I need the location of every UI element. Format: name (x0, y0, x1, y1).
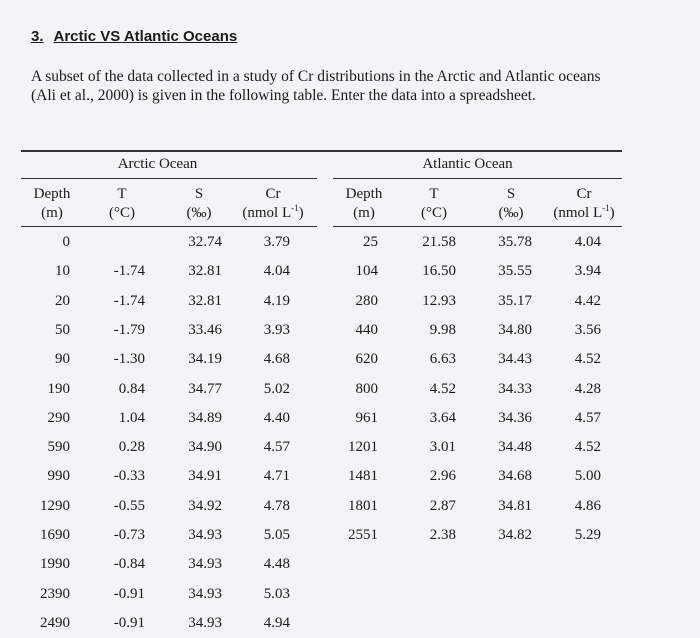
arctic-cell-cr: 4.78 (263, 497, 290, 514)
atlantic-cell-cr: 4.28 (574, 380, 601, 397)
arctic-cell-t: -0.91 (113, 614, 145, 631)
arctic-cell-s: 34.90 (188, 439, 222, 456)
cr-unit-superscript: -1 (602, 203, 610, 213)
arctic-cell-cr: 4.04 (263, 263, 290, 280)
arctic-cell-cr: 4.19 (263, 292, 290, 309)
arctic-header-depth-unit: (m) (41, 205, 63, 221)
cr-unit-text: (nmol L (553, 205, 603, 221)
arctic-cell-s: 34.93 (188, 614, 222, 631)
arctic-cell-s: 32.81 (188, 292, 222, 309)
atlantic-header-depth: Depth (345, 186, 383, 202)
arctic-cell-s: 34.93 (188, 585, 222, 602)
atlantic-cell-cr: 5.00 (574, 468, 601, 485)
cr-unit-close: ) (609, 205, 615, 221)
atlantic-cell-cr: 5.29 (574, 527, 601, 543)
atlantic-cell-t: 2.96 (429, 468, 456, 485)
atlantic-cell-depth: 1201 (348, 439, 378, 456)
atlantic-cell-depth: 104 (355, 263, 378, 280)
question-title: Arctic VS Atlantic Oceans (53, 28, 238, 45)
atlantic-cell-t: 4.52 (429, 380, 456, 397)
arctic-cell-depth: 1290 (40, 497, 70, 514)
question-number: 3. (31, 28, 44, 45)
arctic-cell-t: -0.84 (113, 556, 145, 573)
arctic-header-rule (21, 226, 317, 227)
atlantic-cell-s: 35.17 (498, 292, 532, 309)
cr-unit-close: ) (298, 205, 304, 221)
arctic-cell-depth: 50 (55, 321, 70, 338)
arctic-header-cr-unit (228, 204, 318, 222)
atlantic-cell-s: 34.36 (498, 409, 532, 426)
atlantic-header-t-unit: (°C) (421, 205, 447, 221)
arctic-cell-cr: 4.48 (263, 556, 290, 573)
arctic-cell-depth: 90 (55, 351, 70, 368)
arctic-cell-s: 34.93 (188, 556, 222, 573)
arctic-cell-s: 34.19 (188, 351, 222, 368)
atlantic-cell-depth: 800 (355, 380, 378, 397)
arctic-cell-depth: 1990 (40, 556, 70, 573)
arctic-cell-s: 34.91 (188, 468, 222, 485)
atlantic-cell-depth: 1801 (348, 497, 378, 514)
atlantic-cell-depth: 2551 (348, 527, 378, 543)
atlantic-cell-s: 34.80 (498, 321, 532, 338)
atlantic-cell-s: 34.48 (498, 439, 532, 456)
arctic-cell-cr: 4.57 (263, 439, 290, 456)
atlantic-cell-depth: 25 (363, 234, 378, 250)
atlantic-cell-t: 3.64 (429, 409, 456, 426)
atlantic-header-s-unit: (‰) (498, 205, 524, 221)
atlantic-cell-cr: 3.56 (574, 321, 601, 338)
atlantic-cell-depth: 1481 (348, 468, 378, 485)
atlantic-cell-depth: 961 (355, 409, 378, 426)
question-intro (31, 67, 681, 105)
atlantic-cell-cr: 4.04 (574, 234, 601, 250)
atlantic-cell-t: 16.50 (422, 263, 456, 280)
atlantic-cell-depth: 620 (355, 351, 378, 368)
atlantic-cell-t: 3.01 (429, 439, 456, 456)
atlantic-cell-s: 34.68 (498, 468, 532, 485)
atlantic-group-rule (333, 178, 622, 179)
arctic-header-s: S (194, 186, 204, 202)
arctic-cell-s: 34.77 (188, 380, 222, 397)
arctic-cell-depth: 290 (47, 409, 70, 426)
arctic-group-rule (21, 178, 317, 179)
atlantic-header-cr: Cr (576, 186, 592, 202)
arctic-header-t-unit: (°C) (109, 205, 135, 221)
atlantic-cell-t: 2.87 (429, 497, 456, 514)
atlantic-cell-depth: 440 (355, 321, 378, 338)
arctic-cell-t: 0.84 (118, 380, 145, 397)
arctic-cell-s: 33.46 (188, 321, 222, 338)
arctic-cell-cr: 5.03 (263, 585, 290, 602)
arctic-cell-t: -0.55 (113, 497, 145, 514)
atlantic-cell-t: 12.93 (422, 292, 456, 309)
arctic-cell-t: 0.28 (118, 439, 145, 456)
atlantic-cell-cr: 3.94 (574, 263, 601, 280)
question-heading (31, 28, 237, 45)
table-top-rule (21, 150, 622, 152)
arctic-cell-cr: 5.02 (263, 380, 290, 397)
arctic-cell-depth: 990 (47, 468, 70, 485)
arctic-group-title: Arctic Ocean (117, 156, 198, 172)
cr-unit-superscript: -1 (291, 203, 299, 213)
atlantic-cell-cr: 4.52 (574, 439, 601, 456)
atlantic-cell-cr: 4.42 (574, 292, 601, 309)
arctic-cell-cr: 3.79 (263, 234, 290, 250)
cr-unit-text: (nmol L (242, 205, 292, 221)
arctic-cell-depth: 2390 (40, 585, 70, 602)
atlantic-cell-s: 34.81 (498, 497, 532, 514)
atlantic-cell-cr: 4.57 (574, 409, 601, 426)
atlantic-cell-cr: 4.86 (574, 497, 601, 514)
arctic-cell-t: -0.91 (113, 585, 145, 602)
atlantic-cell-t: 2.38 (429, 527, 456, 543)
atlantic-header-cr-unit (539, 204, 629, 222)
arctic-cell-depth: 190 (47, 380, 70, 397)
arctic-cell-s: 34.93 (188, 527, 222, 543)
arctic-cell-depth: 0 (62, 234, 70, 250)
arctic-cell-depth: 1690 (40, 527, 70, 543)
intro-line-1: A subset of the data collected in a study of Cr distributions in the Arctic and Atlantic oceans (31, 68, 601, 85)
arctic-cell-depth: 20 (55, 292, 70, 309)
arctic-header-s-unit: (‰) (186, 205, 212, 221)
arctic-cell-cr: 4.68 (263, 351, 290, 368)
arctic-cell-cr: 5.05 (263, 527, 290, 543)
arctic-cell-t: -1.79 (113, 321, 145, 338)
arctic-cell-t: -1.74 (113, 263, 145, 280)
atlantic-cell-t: 21.58 (422, 234, 456, 250)
arctic-cell-cr: 4.71 (263, 468, 290, 485)
atlantic-cell-t: 6.63 (429, 351, 456, 368)
atlantic-header-t: T (429, 186, 439, 202)
intro-line-2: (Ali et al., 2000) is given in the following table. Enter the data into a spreadsheet. (31, 87, 536, 104)
atlantic-cell-s: 35.55 (498, 263, 532, 280)
atlantic-cell-s: 35.78 (498, 234, 532, 250)
arctic-cell-t: -1.30 (113, 351, 145, 368)
atlantic-header-depth-unit: (m) (353, 205, 375, 221)
arctic-cell-t: -1.74 (113, 292, 145, 309)
arctic-cell-cr: 4.94 (263, 614, 290, 631)
arctic-cell-t: -0.33 (113, 468, 145, 485)
atlantic-cell-s: 34.43 (498, 351, 532, 368)
atlantic-header-rule (333, 226, 622, 227)
atlantic-group-title: Atlantic Ocean (422, 156, 513, 172)
arctic-cell-depth: 590 (47, 439, 70, 456)
arctic-cell-s: 32.81 (188, 263, 222, 280)
arctic-cell-t: -0.73 (113, 527, 145, 543)
atlantic-cell-depth: 280 (355, 292, 378, 309)
arctic-cell-s: 32.74 (188, 234, 222, 250)
arctic-cell-s: 34.89 (188, 409, 222, 426)
atlantic-cell-s: 34.82 (498, 527, 532, 543)
arctic-cell-cr: 4.40 (263, 409, 290, 426)
arctic-header-t: T (117, 186, 127, 202)
arctic-cell-t: 1.04 (118, 409, 145, 426)
atlantic-cell-t: 9.98 (429, 321, 456, 338)
arctic-cell-depth: 10 (55, 263, 70, 280)
arctic-header-depth: Depth (33, 186, 71, 202)
arctic-header-cr: Cr (265, 186, 281, 202)
arctic-cell-depth: 2490 (40, 614, 70, 631)
atlantic-cell-s: 34.33 (498, 380, 532, 397)
atlantic-cell-cr: 4.52 (574, 351, 601, 368)
atlantic-header-s: S (506, 186, 516, 202)
arctic-cell-cr: 3.93 (263, 321, 290, 338)
arctic-cell-s: 34.92 (188, 497, 222, 514)
